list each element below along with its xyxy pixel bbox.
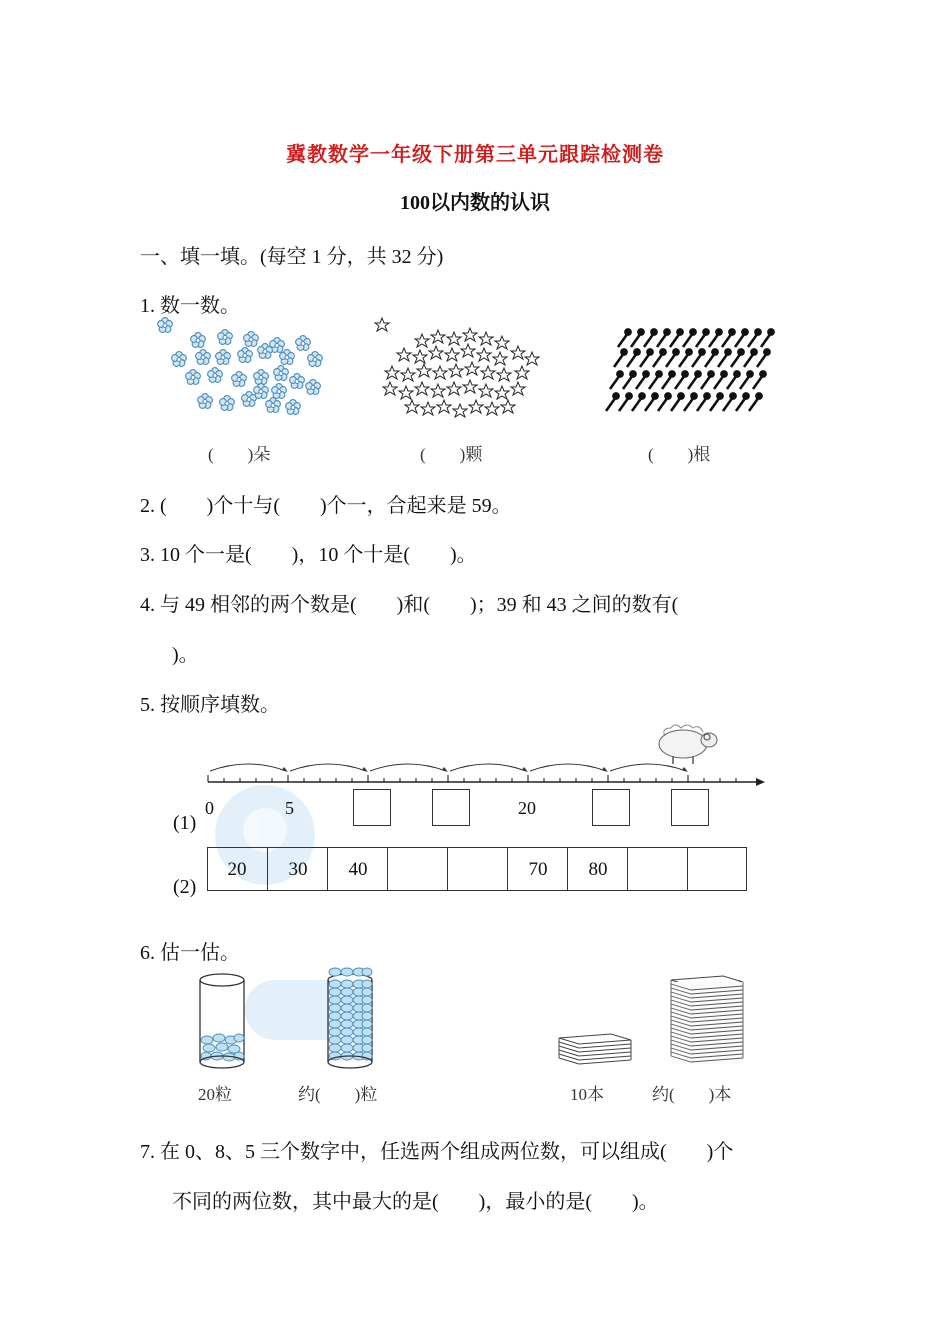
sequence-cell-blank[interactable] bbox=[687, 848, 746, 891]
numberline-label-20: 20 bbox=[518, 798, 536, 818]
jar-small-caption: 20粒 bbox=[198, 1085, 232, 1104]
jar-small-icon bbox=[197, 972, 247, 1072]
question-2-text: 2. ( )个十与( )个一，合起来是 59。 bbox=[140, 495, 512, 517]
sequence-cell: 20 bbox=[227, 859, 247, 880]
sequence-cell-blank[interactable] bbox=[447, 848, 508, 891]
jar-full-icon bbox=[325, 972, 375, 1072]
question-7-text: 7. 在 0、8、5 三个数字中，任选两个组成两位数，可以组成( )个 bbox=[140, 1141, 734, 1163]
matches-picture bbox=[618, 325, 788, 425]
section-heading: 一、填一填。(每空 1 分，共 32 分) bbox=[140, 246, 444, 268]
book-small-caption: 10本 bbox=[570, 1085, 604, 1104]
stars-caption: ( )颗 bbox=[420, 445, 483, 464]
sequence-cell: 40 bbox=[327, 848, 388, 891]
question-5-text: 5. 按顺序填数。 bbox=[140, 694, 280, 716]
book-stack-small-icon bbox=[555, 1030, 635, 1070]
flowers-picture bbox=[165, 325, 335, 425]
row-2-label: (2) bbox=[173, 876, 197, 898]
matches-caption: ( )根 bbox=[648, 445, 711, 464]
question-6-text: 6. 估一估。 bbox=[140, 942, 240, 964]
sequence-cell: 80 bbox=[567, 848, 628, 891]
numberline-label-5: 5 bbox=[285, 798, 294, 818]
book-stack-tall-icon bbox=[667, 972, 747, 1072]
answer-box-2[interactable] bbox=[432, 789, 470, 826]
answer-box-1[interactable] bbox=[353, 789, 391, 826]
numberline-label-0: 0 bbox=[205, 798, 214, 818]
question-3-text: 3. 10 个一是( )，10 个十是( )。 bbox=[140, 544, 477, 566]
question-4-continuation: )。 bbox=[172, 644, 199, 666]
document-subtitle: 100以内数的认识 bbox=[400, 192, 550, 214]
flowers-caption: ( )朵 bbox=[208, 445, 271, 464]
answer-box-4[interactable] bbox=[671, 789, 709, 826]
row-1-label: (1) bbox=[173, 812, 197, 834]
answer-box-3[interactable] bbox=[592, 789, 630, 826]
document-title: 冀教数学一年级下册第三单元跟踪检测卷 bbox=[286, 144, 664, 166]
sequence-cell: 30 bbox=[267, 848, 328, 891]
sequence-cell-blank[interactable] bbox=[627, 848, 688, 891]
sequence-cell-blank[interactable] bbox=[387, 848, 448, 891]
stars-picture bbox=[382, 325, 542, 425]
question-1-text: 1. 数一数。 bbox=[140, 295, 240, 317]
sequence-cell: 70 bbox=[507, 848, 568, 891]
jar-full-caption: 约( )粒 bbox=[298, 1085, 378, 1104]
book-tall-caption: 约( )本 bbox=[652, 1085, 732, 1104]
question-7-continuation: 不同的两位数，其中最大的是( )，最小的是( )。 bbox=[172, 1191, 659, 1213]
question-4-text: 4. 与 49 相邻的两个数是( )和( )；39 和 43 之间的数有( bbox=[140, 594, 679, 616]
